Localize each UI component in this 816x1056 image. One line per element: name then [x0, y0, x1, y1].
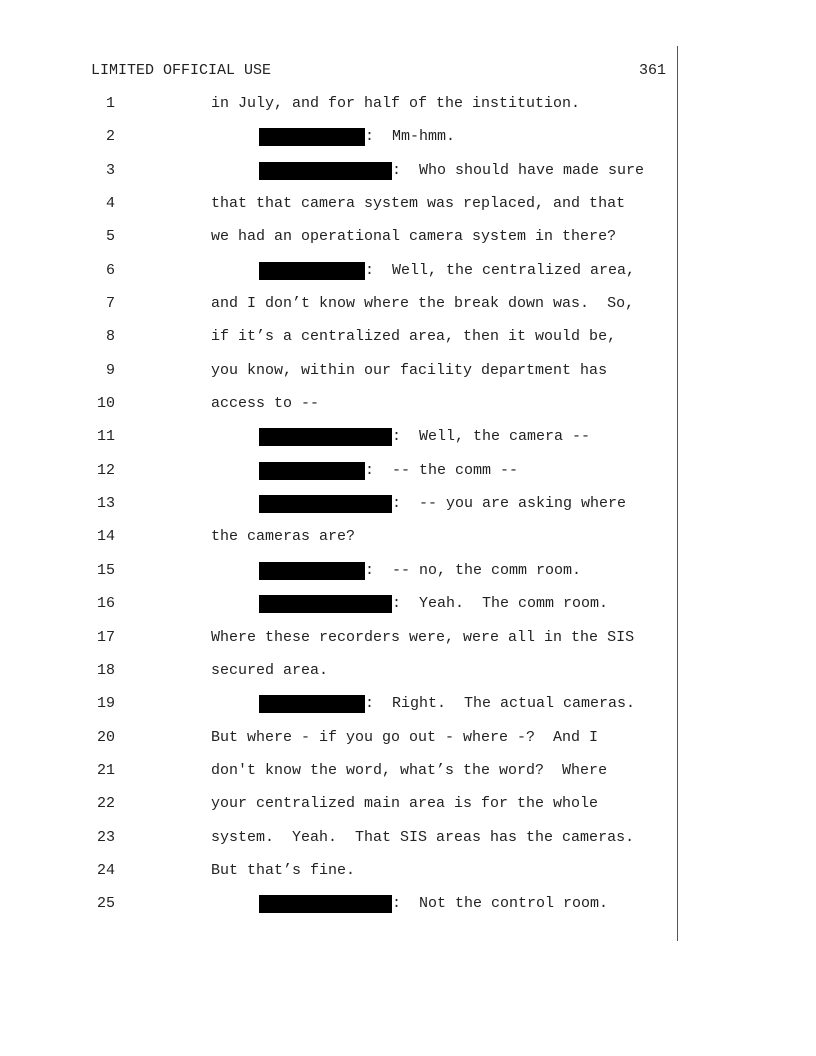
transcript-body: [0, 87, 816, 921]
speaker-line: [259, 128, 455, 146]
line-content: : -- you are asking where: [392, 495, 627, 513]
redacted-speaker-name: [259, 428, 392, 446]
line-content: if it’s a centralized area, then it would be,: [211, 328, 617, 346]
line-content: you know, within our facility department has: [211, 361, 608, 379]
redacted-speaker-name: [259, 562, 365, 580]
line-content: in July, and for half of the institution.: [211, 95, 581, 112]
line-number: 23: [96, 828, 115, 846]
line-content: the cameras are?: [211, 528, 356, 546]
transcript-line: [0, 154, 816, 187]
transcript-line: [0, 787, 816, 820]
redacted-speaker-name: [259, 695, 365, 713]
line-content: But that’s fine.: [211, 861, 356, 879]
line-text: [211, 729, 598, 747]
line-text: [211, 662, 328, 680]
line-text: [211, 862, 355, 880]
line-text: [211, 395, 319, 413]
line-content: access to --: [211, 395, 320, 413]
line-number: 3: [105, 161, 115, 179]
line-number: 22: [96, 795, 115, 813]
speaker-line: [259, 695, 635, 713]
speaker-line: [259, 428, 590, 446]
line-number: 20: [96, 728, 115, 746]
transcript-line: [0, 520, 816, 553]
line-text: [211, 795, 598, 813]
line-number: 17: [96, 628, 115, 646]
line-number: 2: [105, 128, 115, 146]
transcript-line: [0, 354, 816, 387]
transcript-line: [0, 821, 816, 854]
classification-header: LIMITED OFFICIAL USE: [91, 62, 272, 79]
line-number: 7: [105, 295, 115, 313]
line-number: 11: [96, 428, 115, 446]
transcript-line: [0, 254, 816, 287]
line-content: that that camera system was replaced, and that: [211, 195, 626, 213]
line-text: [211, 762, 607, 780]
line-text: [211, 228, 616, 246]
line-content: your centralized main area is for the whole: [211, 795, 599, 813]
line-text: [211, 195, 625, 213]
line-number: 19: [96, 695, 115, 713]
line-text: [211, 95, 580, 113]
line-text: [211, 829, 634, 847]
line-text: [211, 362, 607, 380]
page-number: 361: [638, 62, 666, 79]
line-number: 15: [96, 561, 115, 579]
line-number: 12: [96, 461, 115, 479]
transcript-line: [0, 554, 816, 587]
speaker-line: [259, 562, 581, 580]
line-number: 10: [96, 395, 115, 413]
line-content: : -- no, the comm room.: [365, 561, 582, 579]
redacted-speaker-name: [259, 128, 365, 146]
redacted-speaker-name: [259, 462, 365, 480]
line-text: [211, 629, 634, 647]
line-number: 6: [105, 261, 115, 279]
line-number: 13: [96, 495, 115, 513]
transcript-line: [0, 320, 816, 353]
speaker-line: [259, 262, 635, 280]
line-number: 8: [105, 328, 115, 346]
speaker-line: [259, 462, 518, 480]
line-content: : Well, the camera --: [392, 428, 591, 446]
line-number: 18: [96, 661, 115, 679]
transcript-line: [0, 187, 816, 220]
transcript-line: [0, 220, 816, 253]
transcript-line: [0, 487, 816, 520]
line-number: 5: [105, 228, 115, 246]
line-number: 16: [96, 595, 115, 613]
speaker-line: [259, 162, 644, 180]
speaker-line: [259, 595, 608, 613]
transcript-line: [0, 721, 816, 754]
line-number: 14: [96, 528, 115, 546]
transcript-line: [0, 287, 816, 320]
line-content: : Yeah. The comm room.: [392, 595, 609, 613]
line-content: secured area.: [211, 661, 329, 679]
line-number: 4: [105, 195, 115, 213]
redacted-speaker-name: [259, 495, 392, 513]
transcript-line: [0, 754, 816, 787]
line-number: 24: [96, 861, 115, 879]
line-number: 1: [105, 95, 115, 112]
transcript-line: [0, 87, 816, 120]
transcript-line: [0, 387, 816, 420]
line-text: [211, 328, 616, 346]
line-text: [211, 295, 634, 313]
redacted-speaker-name: [259, 262, 365, 280]
transcript-line: [0, 687, 816, 720]
redacted-speaker-name: [259, 895, 392, 913]
transcript-line: [0, 420, 816, 453]
line-text: [211, 528, 355, 546]
transcript-line: [0, 454, 816, 487]
line-content: Where these recorders were, were all in the SIS: [211, 628, 635, 646]
redacted-speaker-name: [259, 595, 392, 613]
line-content: : -- the comm --: [365, 461, 519, 479]
transcript-line: [0, 587, 816, 620]
transcript-line: [0, 887, 816, 920]
line-content: : Well, the centralized area,: [365, 261, 636, 279]
line-content: and I don’t know where the break down was. So,: [211, 295, 635, 313]
transcript-line: [0, 120, 816, 153]
line-content: we had an operational camera system in there?: [211, 228, 617, 246]
transcript-line: [0, 854, 816, 887]
transcript-line: [0, 621, 816, 654]
line-content: : Mm-hmm.: [365, 128, 456, 146]
line-content: : Who should have made sure: [392, 161, 645, 179]
line-content: : Not the control room.: [392, 895, 609, 913]
line-content: system. Yeah. That SIS areas has the cameras.: [211, 828, 635, 846]
transcript-line: [0, 654, 816, 687]
line-content: But where - if you go out - where -? And I: [211, 728, 599, 746]
line-number: 25: [96, 895, 115, 913]
line-number: 21: [96, 761, 115, 779]
speaker-line: [259, 895, 608, 913]
line-number: 9: [105, 361, 115, 379]
line-content: : Right. The actual cameras.: [365, 695, 636, 713]
speaker-line: [259, 495, 626, 513]
line-content: don't know the word, what’s the word? Where: [211, 761, 608, 779]
redacted-speaker-name: [259, 162, 392, 180]
